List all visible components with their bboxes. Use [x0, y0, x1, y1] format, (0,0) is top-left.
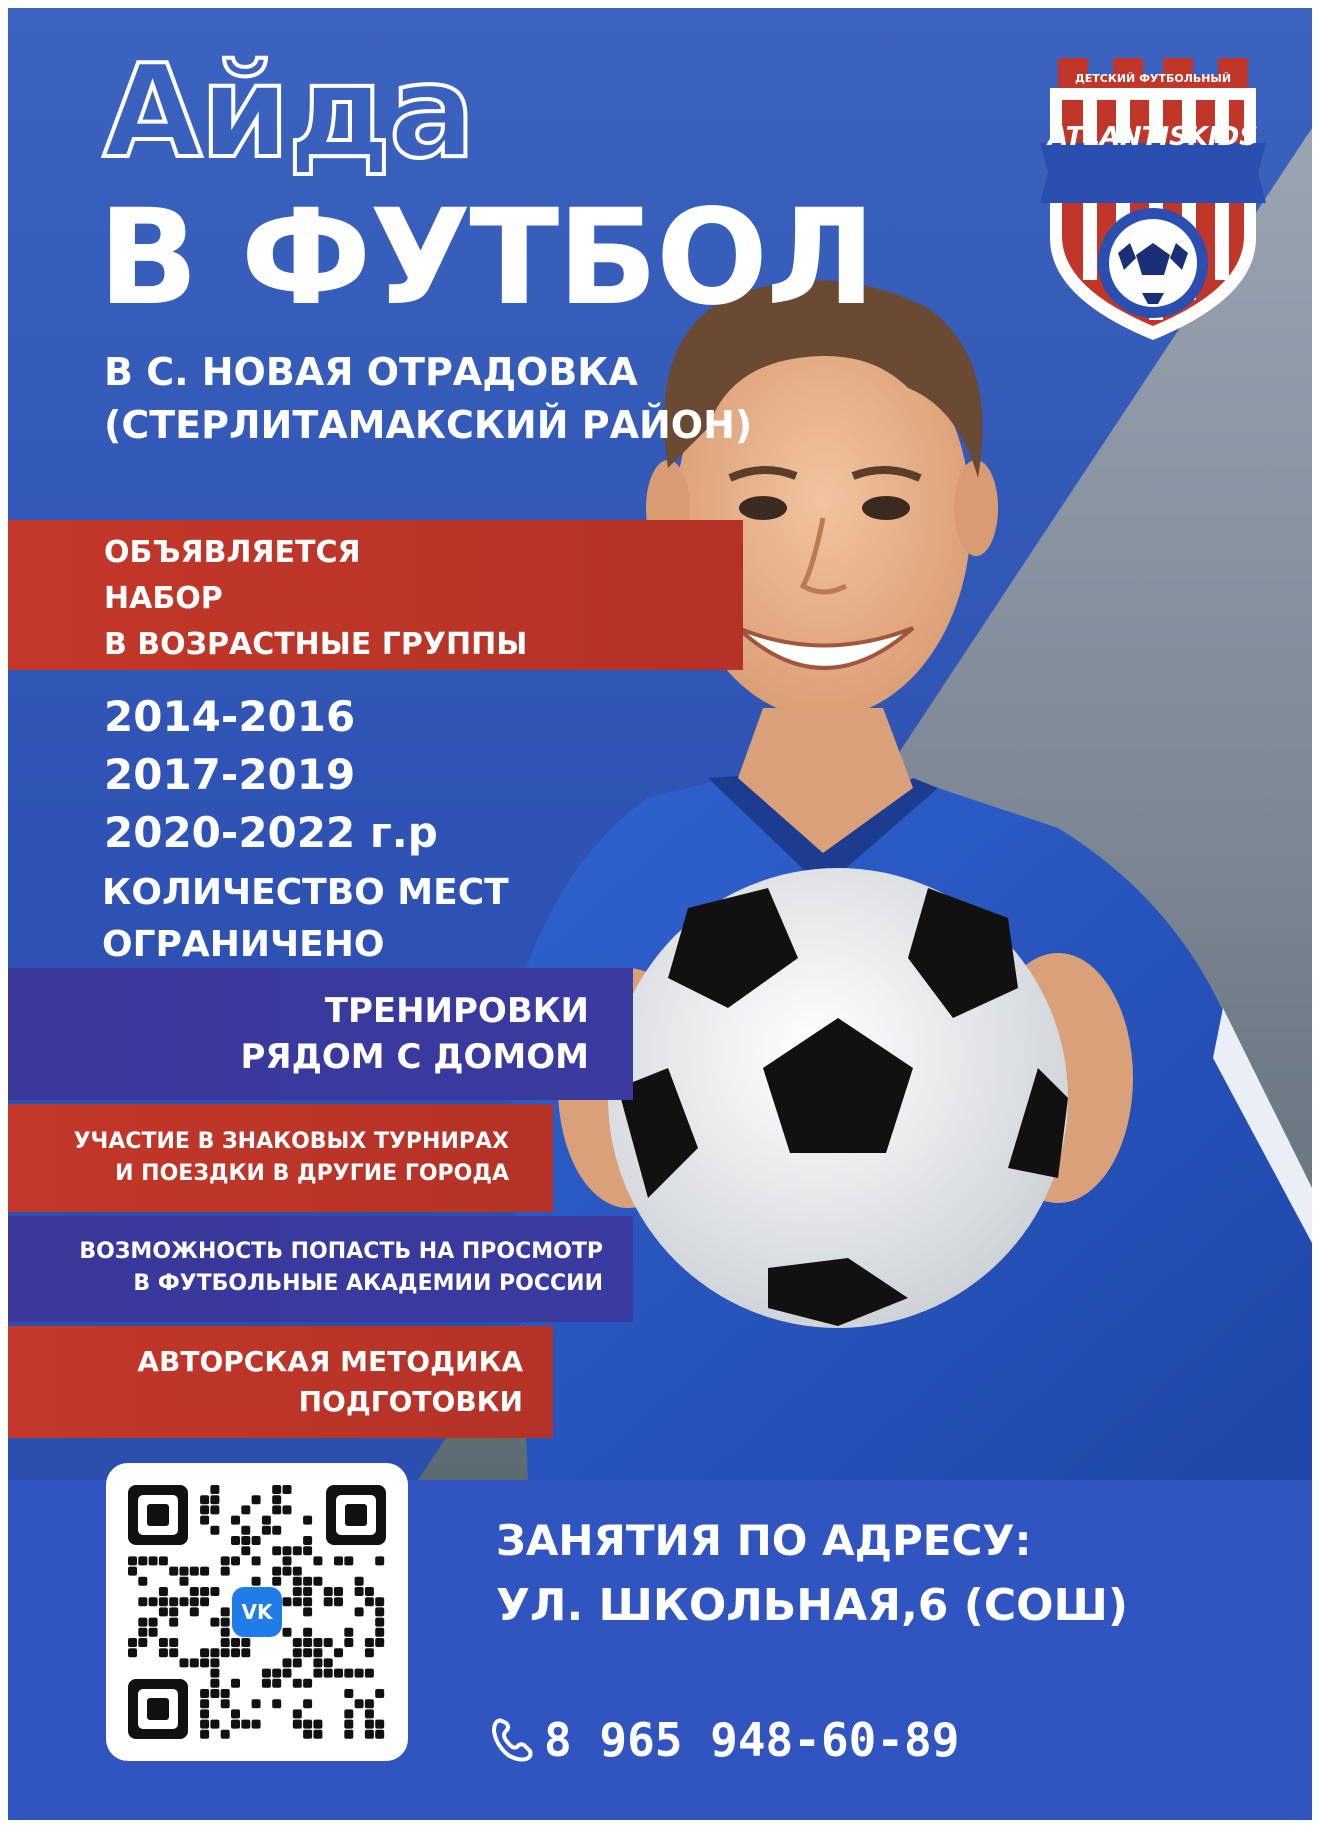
- age-group: 2017-2019: [104, 750, 356, 799]
- headline-line1: Айда: [103, 38, 474, 187]
- phone-icon: [490, 1717, 534, 1763]
- phone-row[interactable]: [490, 1710, 959, 1770]
- benefit-bar-academies: [8, 1216, 633, 1322]
- announcement-line1: ОБЪЯВЛЯЕТСЯ: [104, 535, 361, 570]
- qr-code[interactable]: [106, 1463, 408, 1761]
- benefit-line: УЧАСТИЕ В ЗНАКОВЫХ ТУРНИРАХ: [73, 1129, 509, 1154]
- benefit-line: В ФУТБОЛЬНЫЕ АКАДЕМИИ РОССИИ: [133, 1271, 603, 1296]
- benefit-line: РЯДОМ С ДОМОМ: [240, 1037, 589, 1077]
- soccer-ball: [608, 868, 1068, 1328]
- benefit-line: АВТОРСКАЯ МЕТОДИКА: [137, 1345, 523, 1378]
- location-line1: В С. НОВАЯ ОТРАДОВКА: [104, 350, 638, 394]
- location-line2: (СТЕРЛИТАМАКСКИЙ РАЙОН): [104, 403, 753, 447]
- benefit-bar-tournaments: [8, 1104, 553, 1212]
- logo-name: ATLANTISKIDS: [1047, 122, 1259, 152]
- benefit-line: ПОДГОТОВКИ: [298, 1385, 523, 1418]
- benefit-line: И ПОЕЗДКИ В ДРУГИЕ ГОРОДА: [115, 1161, 509, 1186]
- benefit-bar-methodology: [8, 1326, 553, 1438]
- address-label: ЗАНЯТИЯ ПО АДРЕСУ:: [496, 1516, 1032, 1565]
- phone-number: 8 965 948-60-89: [544, 1713, 960, 1767]
- age-group: 2014-2016: [104, 692, 356, 741]
- announcement-line2: НАБОР: [104, 581, 223, 616]
- announcement-band: [8, 520, 743, 670]
- announcement-line3: В ВОЗРАСТНЫЕ ГРУППЫ: [104, 627, 528, 662]
- limited-places: [8, 868, 608, 978]
- vk-icon: VK: [232, 1587, 282, 1637]
- headline-line2: В ФУТБОЛ: [98, 181, 874, 335]
- limited-line2: ОГРАНИЧЕНО: [102, 924, 385, 965]
- benefit-line: ТРЕНИРОВКИ: [324, 991, 589, 1031]
- logo-top-text: ДЕТСКИЙ ФУТБОЛЬНЫЙ КЛУБ: [1074, 72, 1232, 99]
- benefit-bar-training: [8, 968, 633, 1100]
- benefit-line: ВОЗМОЖНОСТЬ ПОПАСТЬ НА ПРОСМОТР: [79, 1239, 603, 1264]
- address-value: УЛ. ШКОЛЬНАЯ,6 (СОШ): [496, 1580, 1128, 1631]
- limited-line1: КОЛИЧЕСТВО МЕСТ: [102, 872, 509, 913]
- age-group: 2020-2022 г.р: [104, 808, 438, 857]
- poster: [8, 8, 1312, 1820]
- age-groups: [8, 688, 608, 868]
